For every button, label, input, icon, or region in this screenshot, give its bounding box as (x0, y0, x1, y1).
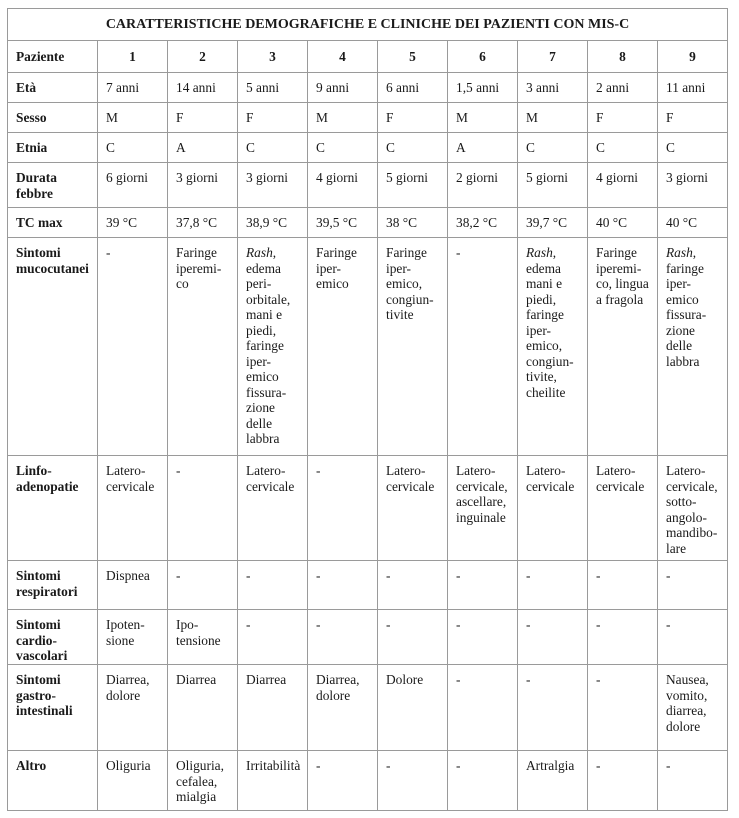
cell-value: - (386, 617, 391, 632)
cell-value: M (106, 110, 118, 125)
table-cell (378, 751, 448, 811)
cell-value: - (526, 617, 531, 632)
cell-value: - (596, 672, 601, 687)
table-cell (658, 238, 728, 456)
table-cell (308, 751, 378, 811)
cell-value: 11 anni (666, 80, 706, 95)
cell-value: F (596, 110, 604, 125)
cell-value: - (386, 758, 391, 773)
cell-value: 38 °C (386, 215, 418, 230)
table-cell (168, 133, 238, 163)
cell-value: 1,5 anni (456, 80, 500, 95)
patient-characteristics-table (7, 8, 728, 811)
patient-number-header: 1 (98, 41, 168, 73)
table-cell (378, 610, 448, 665)
cell-value: F (666, 110, 674, 125)
cell-value: C (526, 140, 535, 155)
italic-term: Rash (666, 245, 693, 260)
italic-term: Rash (246, 245, 273, 260)
table-cell (518, 73, 588, 103)
cell-value: - (666, 758, 671, 773)
table-cell (588, 665, 658, 751)
cell-value: Ipoten- sione (106, 617, 145, 648)
cell-value: Oliguria, cefalea, mialgia (176, 758, 224, 804)
table-cell (658, 665, 728, 751)
table-cell (378, 133, 448, 163)
table-cell (518, 103, 588, 133)
table-cell (588, 610, 658, 665)
table-cell (448, 103, 518, 133)
cell-value: Latero- cervicale (386, 463, 435, 494)
cell-value: A (176, 140, 186, 155)
cell-value: Ipo- tensione (176, 617, 221, 648)
cell-value: - (456, 617, 461, 632)
cell-value: 14 anni (176, 80, 216, 95)
cell-value: - (176, 568, 181, 583)
table-cell (98, 665, 168, 751)
row-label (8, 103, 98, 133)
table-cell (378, 561, 448, 610)
table-cell (238, 561, 308, 610)
table-cell (308, 610, 378, 665)
table-cell (238, 751, 308, 811)
table-cell (168, 238, 238, 456)
cell-value: 2 giorni (456, 170, 499, 185)
table-cell (168, 561, 238, 610)
cell-value: 3 giorni (246, 170, 289, 185)
table-cell (518, 751, 588, 811)
patient-number-header: 7 (518, 41, 588, 73)
row-label (8, 610, 98, 665)
table-cell (308, 163, 378, 208)
table-cell (658, 163, 728, 208)
table-cell (448, 208, 518, 238)
cell-value: - (316, 568, 321, 583)
table-cell (98, 103, 168, 133)
row-label-text: Altro (16, 758, 47, 773)
table-cell (98, 456, 168, 561)
cell-value: F (246, 110, 254, 125)
cell-value: Faringe iperemi- co (176, 245, 222, 291)
table-cell (518, 163, 588, 208)
table-cell (308, 665, 378, 751)
table-cell (308, 103, 378, 133)
cell-value: - (106, 245, 111, 260)
table-row (8, 73, 728, 103)
table-cell (448, 456, 518, 561)
cell-value: - (316, 617, 321, 632)
cell-value: 37,8 °C (176, 215, 218, 230)
table-cell (448, 238, 518, 456)
cell-value: Faringe iperemi- co, lingua a fragola (596, 245, 649, 307)
cell-value: - (176, 463, 181, 478)
table-cell (98, 208, 168, 238)
cell-value: Rash, faringe iper- emico fissura- zione delle labbra (666, 245, 707, 369)
cell-value: C (386, 140, 395, 155)
table-cell (308, 561, 378, 610)
cell-value: - (456, 672, 461, 687)
row-label-text: Sintomi cardio- vascolari (16, 617, 68, 663)
table-cell (658, 456, 728, 561)
table-cell (378, 73, 448, 103)
cell-value: C (316, 140, 325, 155)
cell-value: 39 °C (106, 215, 138, 230)
patient-number-header: 2 (168, 41, 238, 73)
table-cell (588, 208, 658, 238)
cell-value: F (176, 110, 184, 125)
table-cell (658, 103, 728, 133)
row-label-text: Sintomi respiratori (16, 568, 78, 599)
table-cell (518, 133, 588, 163)
patient-number-header: 5 (378, 41, 448, 73)
table-cell (378, 456, 448, 561)
cell-value: 2 anni (596, 80, 630, 95)
table-cell (448, 561, 518, 610)
row-label (8, 163, 98, 208)
cell-value: 38,9 °C (246, 215, 288, 230)
cell-value: - (456, 568, 461, 583)
cell-value: - (456, 758, 461, 773)
row-label (8, 238, 98, 456)
cell-value: Latero- cervicale, sotto- angolo- mandibo- lare (666, 463, 718, 556)
table-cell (518, 665, 588, 751)
table-cell (658, 208, 728, 238)
cell-value: - (596, 758, 601, 773)
cell-value: 39,7 °C (526, 215, 568, 230)
table-cell (238, 208, 308, 238)
cell-value: Diarrea (246, 672, 287, 687)
table-row (8, 751, 728, 811)
table-cell (238, 610, 308, 665)
cell-value: Oliguria (106, 758, 151, 773)
patient-number-header: 9 (658, 41, 728, 73)
table-cell (378, 103, 448, 133)
patient-number-header: 8 (588, 41, 658, 73)
cell-value: - (316, 463, 321, 478)
table-cell (588, 163, 658, 208)
cell-value: 40 °C (596, 215, 628, 230)
table-cell (448, 751, 518, 811)
cell-value: Rash, edema peri- orbitale, mani e piedi, faringe iper- emico fissura- zione delle labbra (246, 245, 291, 446)
cell-value: Dispnea (106, 568, 150, 583)
cell-value: 38,2 °C (456, 215, 498, 230)
cell-value: - (246, 568, 251, 583)
cell-value: 9 anni (316, 80, 350, 95)
cell-value: A (456, 140, 466, 155)
row-label (8, 665, 98, 751)
table-row (8, 103, 728, 133)
table-cell (98, 133, 168, 163)
table-cell (238, 665, 308, 751)
table-cell (518, 208, 588, 238)
table-cell (238, 456, 308, 561)
row-label (8, 456, 98, 561)
table-cell (448, 133, 518, 163)
cell-value: - (456, 245, 461, 260)
cell-value: Diarrea (176, 672, 217, 687)
table-cell (168, 163, 238, 208)
table-cell (168, 73, 238, 103)
cell-value: 40 °C (666, 215, 698, 230)
cell-value: C (106, 140, 115, 155)
cell-value: M (456, 110, 468, 125)
table-cell (658, 133, 728, 163)
cell-value: 5 giorni (386, 170, 429, 185)
row-label-text: Etnia (16, 140, 48, 155)
table-cell (98, 73, 168, 103)
table-cell (378, 163, 448, 208)
row-label (8, 73, 98, 103)
table-row (8, 561, 728, 610)
table-cell (518, 456, 588, 561)
cell-value: Latero- cervicale (596, 463, 645, 494)
table-cell (658, 610, 728, 665)
patient-header-row (8, 41, 728, 73)
table-cell (448, 73, 518, 103)
table-cell (448, 163, 518, 208)
table-row (8, 208, 728, 238)
table-cell (518, 610, 588, 665)
table-row (8, 238, 728, 456)
cell-value: 6 anni (386, 80, 420, 95)
cell-value: 7 anni (106, 80, 140, 95)
row-label (8, 751, 98, 811)
row-label-text: Sintomi gastro- intestinali (16, 672, 73, 718)
cell-value: - (526, 568, 531, 583)
table-cell (588, 561, 658, 610)
cell-value: - (666, 568, 671, 583)
cell-value: C (596, 140, 605, 155)
cell-value: Diarrea, dolore (316, 672, 360, 703)
cell-value: Latero- cervicale, ascellare, inguinale (456, 463, 508, 525)
row-label (8, 208, 98, 238)
table-cell (308, 456, 378, 561)
table-cell (308, 238, 378, 456)
table-cell (98, 610, 168, 665)
cell-value: Faringe iper- emico, congiun- tivite (386, 245, 434, 322)
table-cell (448, 665, 518, 751)
row-label-text: Sesso (16, 110, 47, 125)
table-cell (588, 73, 658, 103)
table-cell (658, 561, 728, 610)
cell-value: Latero- cervicale (246, 463, 295, 494)
italic-term: Rash (526, 245, 553, 260)
table-cell (238, 163, 308, 208)
patient-number-header: 4 (308, 41, 378, 73)
cell-value: Artralgia (526, 758, 575, 773)
cell-value: F (386, 110, 394, 125)
table-cell (448, 610, 518, 665)
table-row (8, 456, 728, 561)
table-cell (168, 751, 238, 811)
table-cell (378, 238, 448, 456)
cell-value: - (666, 617, 671, 632)
cell-value: C (666, 140, 675, 155)
cell-value: Diarrea, dolore (106, 672, 150, 703)
table-cell (238, 238, 308, 456)
table-cell (308, 133, 378, 163)
table-cell (168, 103, 238, 133)
table-cell (308, 73, 378, 103)
table-cell (98, 163, 168, 208)
cell-value: Nausea, vomito, diarrea, dolore (666, 672, 709, 734)
table-cell (98, 561, 168, 610)
table-cell (378, 208, 448, 238)
row-label-text: Durata febbre (16, 170, 57, 201)
table-cell (518, 238, 588, 456)
cell-value: Dolore (386, 672, 424, 687)
table-cell (588, 238, 658, 456)
cell-value: - (316, 758, 321, 773)
cell-value: - (386, 568, 391, 583)
cell-value: 3 giorni (666, 170, 709, 185)
cell-value: 5 anni (246, 80, 280, 95)
cell-value: M (316, 110, 328, 125)
table-cell (588, 103, 658, 133)
patient-number-header: 3 (238, 41, 308, 73)
table-cell (168, 610, 238, 665)
cell-value: 5 giorni (526, 170, 569, 185)
table-cell (518, 561, 588, 610)
cell-value: - (246, 617, 251, 632)
table-row (8, 665, 728, 751)
cell-value: 39,5 °C (316, 215, 358, 230)
cell-value: - (596, 617, 601, 632)
table-cell (168, 665, 238, 751)
table-cell (168, 456, 238, 561)
row-label-text: TC max (16, 215, 63, 230)
cell-value: 3 anni (526, 80, 560, 95)
row-label (8, 133, 98, 163)
table-cell (588, 456, 658, 561)
table-cell (238, 133, 308, 163)
table-cell (98, 751, 168, 811)
cell-value: Latero- cervicale (526, 463, 575, 494)
table-cell (588, 751, 658, 811)
cell-value: - (526, 672, 531, 687)
cell-value: C (246, 140, 255, 155)
table-cell (308, 208, 378, 238)
table-cell (378, 665, 448, 751)
table-title: CARATTERISTICHE DEMOGRAFICHE E CLINICHE DEI PAZIENTI CON MIS-C (8, 9, 728, 41)
cell-value: Latero- cervicale (106, 463, 155, 494)
row-label-text: Linfo- adenopatie (16, 463, 79, 494)
cell-value: Rash, edema mani e piedi, faringe iper- emico, congiun- tivite, cheilite (526, 245, 574, 400)
table-row (8, 133, 728, 163)
cell-value: - (596, 568, 601, 583)
cell-value: M (526, 110, 538, 125)
table-cell (238, 73, 308, 103)
cell-value: 3 giorni (176, 170, 219, 185)
table-cell (168, 208, 238, 238)
cell-value: Irritabilità (246, 758, 301, 773)
table-cell (658, 73, 728, 103)
table-row (8, 610, 728, 665)
cell-value: 4 giorni (316, 170, 359, 185)
table-cell (588, 133, 658, 163)
row-label-text: Sintomi mucocutanei (16, 245, 89, 276)
row-label-text: Età (16, 80, 37, 95)
cell-value: 4 giorni (596, 170, 639, 185)
cell-value: 6 giorni (106, 170, 149, 185)
table-cell (658, 751, 728, 811)
row-label: Paziente (8, 41, 98, 73)
cell-value: Faringe iper- emico (316, 245, 357, 291)
patient-number-header: 6 (448, 41, 518, 73)
table-cell (98, 238, 168, 456)
table-row (8, 163, 728, 208)
table-cell (238, 103, 308, 133)
row-label (8, 561, 98, 610)
